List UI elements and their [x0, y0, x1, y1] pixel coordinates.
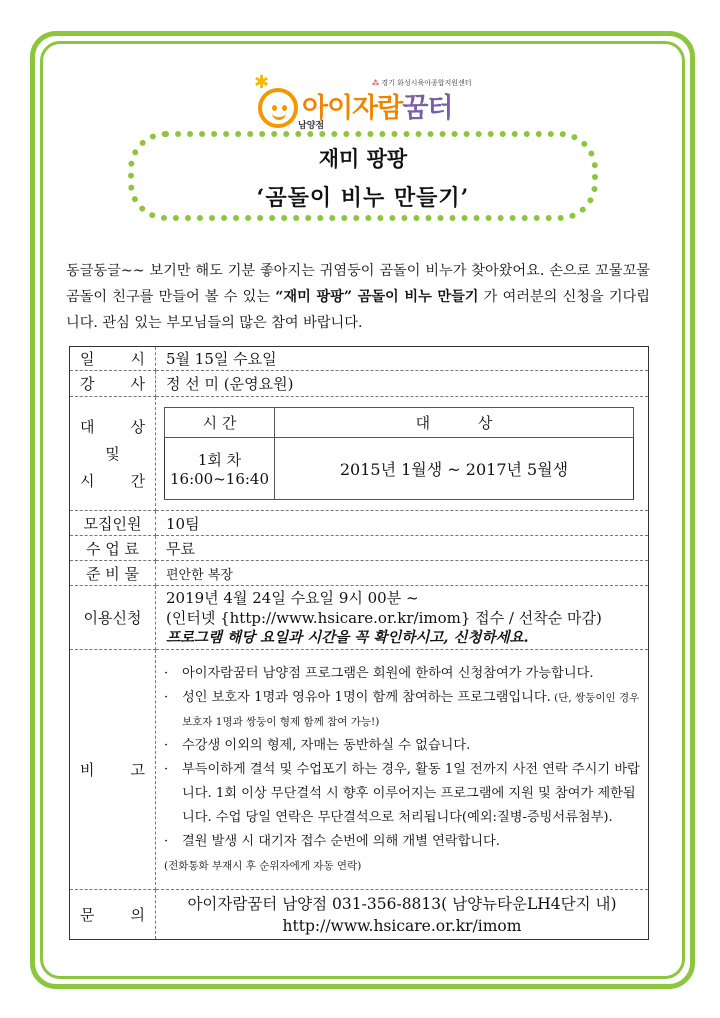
list-item: · 결원 발생 시 대기자 접수 순번에 의해 개별 연락합니다.	[164, 833, 500, 849]
logo-branch: 남양점	[298, 121, 325, 131]
list-item: · 성인 보호자 1명과 영유아 1명이 함께 참여하는 프로그램입니다. (단, 쌍둥이인 경우 보호자 1명과 쌍둥이 형제 함께 참여 가능!)	[164, 689, 640, 728]
contact-phone: 아이자람꿈터 남양점 031-356-8813( 남양뉴타운LH4단지 내)	[187, 894, 617, 913]
list-item-sub: (전화통화 부재시 후 순위자에게 자동 연락)	[164, 859, 362, 872]
apply-note: 프로그램 해당 요일과 시간을 꼭 확인하시고, 신청하세요.	[166, 628, 529, 646]
intro-paragraph: 동글동글~~ 보기만 해도 기분 좋아지는 귀염둥이 곰돌이 비누가 찾아왔어요. 손으로 꼬물꼬물 곰돌이 친구를 만들어 볼 수 있는 “재미 팡팡” 곰돌이 비누 만들기 가 여러분의 신청을 기다립니다. 관심 있는 부모님들의 많은 참여 바랍니다.	[66, 263, 650, 331]
row-capacity: 모집인원 10팀	[70, 511, 649, 536]
logo	[254, 72, 494, 134]
logo-name: 아이자람꿈터	[302, 93, 453, 124]
row-instructor: 강 사 정 선 미 (운영요원)	[70, 371, 649, 397]
row-date: 일 시 5월 15일 수요일	[70, 347, 649, 371]
prep-value: 편안한 복장	[156, 561, 649, 586]
list-item: · 수강생 이외의 형제, 자매는 동반하실 수 없습니다.	[164, 737, 471, 753]
info-table	[69, 346, 649, 940]
row-target: 대 상 및 시 간 시 간 대 상 1회 차 16:00~16:40 2015년 1월생 ~ 2017년 5월생	[70, 397, 649, 511]
title-line-1: 재미 팡팡	[318, 146, 408, 171]
schedule-session: 1회 차 16:00~16:40	[165, 438, 275, 500]
apply-date: 2019년 4월 24일 수요일 9시 00분 ~	[166, 588, 419, 607]
smiley-face-icon	[258, 88, 298, 128]
schedule-target-value: 2015년 1월생 ~ 2017년 5월생	[275, 438, 634, 500]
title-line-2: ‘곰돌이 비누 만들기’	[256, 185, 470, 211]
list-item: · 아이자람꿈터 남양점 프로그램은 회원에 한하여 신청참여가 가능합니다.	[164, 665, 594, 681]
schedule-col-target: 대 상	[275, 408, 634, 438]
remarks-list	[156, 658, 648, 882]
schedule-table	[164, 407, 634, 500]
title-box	[128, 131, 598, 221]
row-fee: 수 업 료 무료	[70, 536, 649, 561]
contact-url: http://www.hsicare.or.kr/imom	[282, 916, 522, 935]
row-prep: 준 비 물 편안한 복장	[70, 561, 649, 586]
logo-org: ⁂ 경기 화성시육아종합지원센터	[372, 79, 472, 87]
row-apply: 이용신청 2019년 4월 24일 수요일 9시 00분 ~ (인터넷 {http://www.hsicare.or.kr/imom} 접수 / 선착순 마감) 프로그램 해당 요일과 시간을 꼭 확인하시고, 신청하세요.	[70, 586, 649, 650]
instructor-value: 정 선 미 (운영요원)	[156, 371, 649, 397]
apply-url: (인터넷 {http://www.hsicare.or.kr/imom} 접수 / 선착순 마감)	[166, 608, 602, 627]
list-item: · 부득이하게 결석 및 수업포기 하는 경우, 활동 1일 전까지 사전 연락 주시기 바랍니다. 1회 이상 무단결석 시 향후 이루어지는 프로그램에 지원 및 참여가 제한됩니다. 수업 당일 연락은 무단결석으로 처리됩니다(예외:질병-증빙서류첨부).	[164, 761, 640, 825]
row-remarks: 비 고 · 아이자람꿈터 남양점 프로그램은 회원에 한하여 신청참여가 가능합니다. · 성인 보호자 1명과 영유아 1명이 함께 참여하는 프로그램입니다. (단, 쌍둥이인 경우 보호자 1명과 쌍둥이 형제 함께 참여 가능!) · 수강생 이외의 형제, 자매는 동반하실 수 없습니다. · 부득이하게 결석 및 수업포기 하는 경우, 활동 1일 전까지 사전 연락 주시기 바랍니다. 1회 이상 무단결석 시 향후 이루어지는 프로그램에 지원 및 참여가 제한됩니다. 수업 당일 연락은 무단결석으로 처리됩니다(예외:질병-증빙서류첨부). · 결원 발생 시 대기자 접수 순번에 의해 개별 연락합니다. (전화통화 부재시 후 순위자에게 자동 연락)	[70, 650, 649, 890]
capacity-value: 10팀	[156, 511, 649, 536]
star-icon: ✱	[254, 72, 270, 93]
schedule-col-time: 시 간	[165, 408, 275, 438]
row-contact: 문 의 아이자람꿈터 남양점 031-356-8813( 남양뉴타운LH4단지 내) http://www.hsicare.or.kr/imom	[70, 890, 649, 940]
intro-highlight: “재미 팡팡” 곰돌이 비누 만들기	[275, 289, 479, 305]
fee-value: 무료	[156, 536, 649, 561]
date-value: 5월 15일 수요일	[156, 347, 649, 371]
